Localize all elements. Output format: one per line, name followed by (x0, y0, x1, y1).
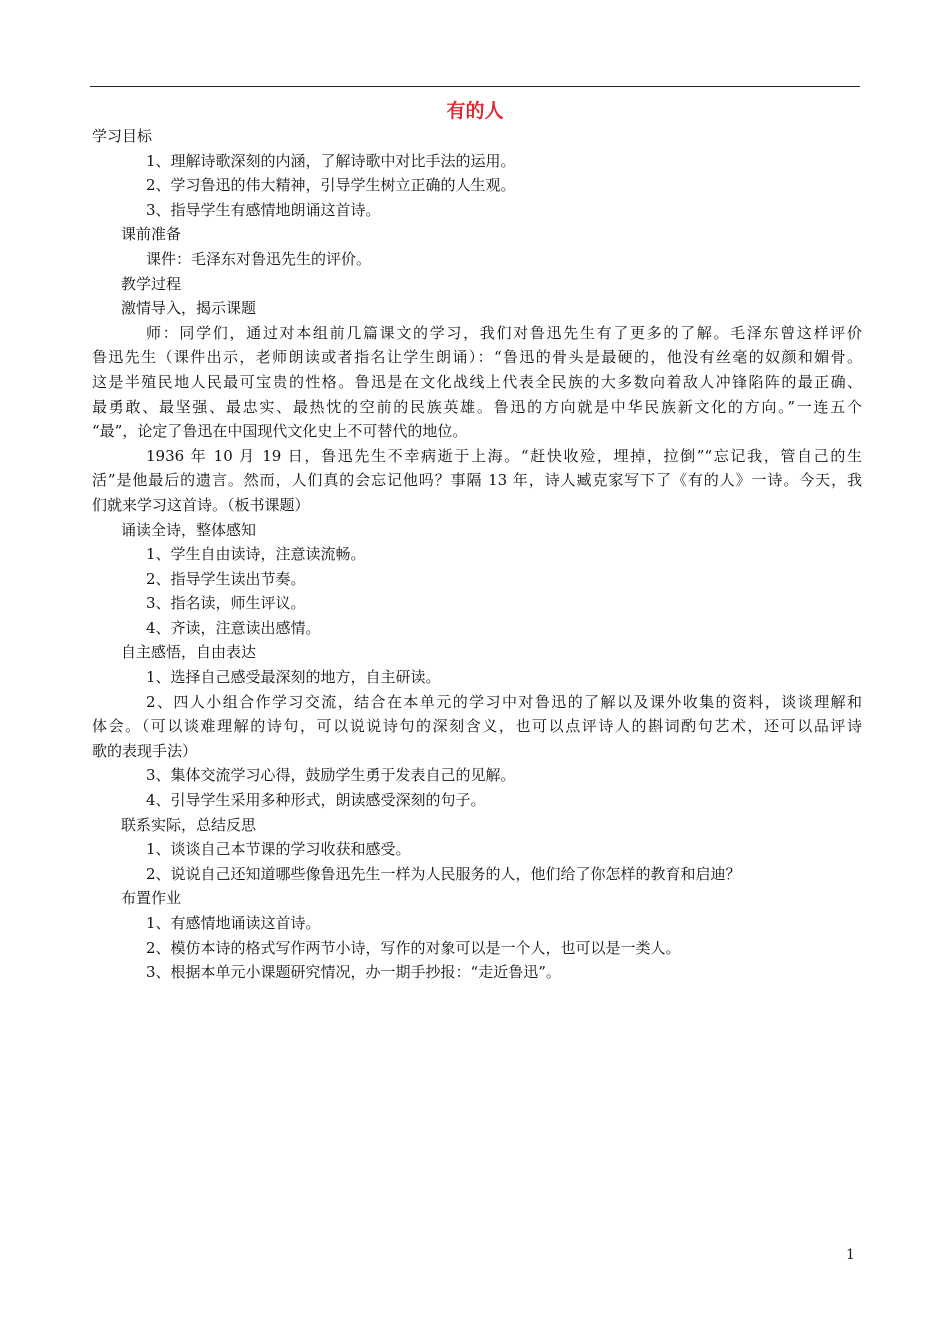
list-item: 4、齐读，注意读出感情。 (146, 618, 321, 637)
section-heading: 自主感悟，自由表达 (121, 643, 257, 662)
paragraph-line: 体会。（可以谈难理解的诗句，可以说说诗句的深刻含义，也可以点评诗人的斟词酌句艺术，还可以品评诗 (92, 717, 862, 736)
section-heading: 诵读全诗，整体感知 (121, 520, 257, 539)
paragraph-line: 这是半殖民地人民最可宝贵的性格。鲁迅是在文化战线上代表全民族的大多数向着敌人冲锋陷阵的最正确、 (92, 372, 862, 391)
list-item: 3、指名读，师生评议。 (146, 594, 306, 613)
list-item: 3、根据本单元小课题研究情况，办一期手抄报：“走近鲁迅”。 (146, 963, 561, 982)
list-item: 1、学生自由读诗，注意读流畅。 (146, 545, 366, 564)
heading-learning-objectives: 学习目标 (92, 127, 153, 145)
list-item: 3、集体交流学习心得，鼓励学生勇于发表自己的见解。 (146, 766, 516, 785)
paragraph-line: 课件：毛泽东对鲁迅先生的评价。 (146, 249, 372, 268)
document-body (92, 124, 862, 985)
paragraph-line: 鲁迅先生（课件出示，老师朗读或者指名让学生朗诵）：“鲁迅的骨头是最硬的，他没有丝毫的奴颜和媚骨。 (92, 348, 862, 367)
list-item: 2、指导学生读出节奏。 (146, 569, 306, 588)
list-item: 2、学习鲁迅的伟大精神，引导学生树立正确的人生观。 (146, 176, 516, 195)
section-heading: 布置作业 (121, 889, 182, 908)
paragraph-line: “最”，论定了鲁迅在中国现代文化史上不可替代的地位。 (92, 422, 468, 441)
list-item: 3、指导学生有感情地朗诵这首诗。 (146, 200, 381, 219)
section-heading: 课前准备 (121, 225, 182, 244)
list-item: 4、引导学生采用多种形式，朗读感受深刻的句子。 (146, 791, 486, 810)
paragraph-line: 师：同学们，通过对本组前几篇课文的学习，我们对鲁迅先生有了更多的了解。毛泽东曾这样评价 (146, 323, 862, 342)
list-item: 1、有感情地诵读这首诗。 (146, 914, 321, 932)
page-number: 1 (846, 1247, 855, 1263)
list-item: 2、四人小组合作学习交流，结合在本单元的学习中对鲁迅的了解以及课外收集的资料，谈谈理解和 (146, 692, 862, 711)
paragraph-line: 歌的表现手法） (92, 741, 198, 760)
list-item: 2、模仿本诗的格式写作两节小诗，写作的对象可以是一个人，也可以是一类人。 (146, 938, 681, 957)
section-heading: 教学过程 (121, 274, 182, 293)
list-item: 1、选择自己感受最深刻的地方，自主研读。 (146, 668, 441, 687)
section-heading: 激情导入，揭示课题 (121, 299, 257, 318)
document-title: 有的人 (446, 100, 504, 122)
paragraph-line: 1936 年 10 月 19 日，鲁迅先生不幸病逝于上海。“赶快收殓，埋掉，拉倒”“忘记我，管自己的生 (146, 446, 862, 465)
list-item: 1、理解诗歌深刻的内涵，了解诗歌中对比手法的运用。 (146, 151, 516, 170)
paragraph-line: 最勇敢、最坚强、最忠实、最热忱的空前的民族英雄。鲁迅的方向就是中华民族新文化的方向。”一连五个 (92, 397, 862, 416)
list-item: 1、谈谈自己本节课的学习收获和感受。 (146, 840, 411, 859)
list-item: 2、说说自己还知道哪些像鲁迅先生一样为人民服务的人，他们给了你怎样的教育和启迪？ (146, 864, 741, 883)
paragraph-line: 们就来学习这首诗。（板书课题） (92, 495, 310, 514)
header-rule (90, 86, 860, 87)
section-heading: 联系实际，总结反思 (121, 815, 257, 834)
paragraph-line: 活”是他最后的遗言。然而，人们真的会忘记他吗？事隔 13 年，诗人臧克家写下了《有的人》一诗。今天，我 (92, 471, 862, 490)
